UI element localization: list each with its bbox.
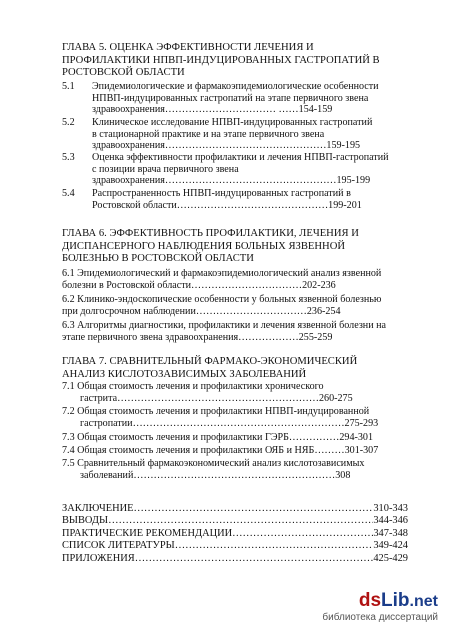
entry-line: здравоохранения…………………………… ……154-159 [92,104,333,116]
toc-entry-7-4 [62,445,408,457]
back-matter-list [62,503,408,565]
entry-line: 7.4 Общая стоимость лечения и профилактики ОЯБ и НЯБ………301-307 [62,445,379,456]
chapter-6-heading [62,228,408,266]
entry-line: Распространенность НПВП-индуцированных гастропатий в [92,188,351,199]
entry-line: гастропатии………………………………………………………275-293 [80,417,379,429]
toc-entry-6-1 [62,268,408,291]
heading-line: ГЛАВА 5. ОЦЕНКА ЭФФЕКТИВНОСТИ ЛЕЧЕНИЯ И [62,42,314,53]
leader-dots [232,528,373,540]
leader-dots [175,540,374,552]
item-pages: 347-348 [373,527,408,539]
leader-dots [133,503,373,515]
back-matter-item [62,528,408,540]
back-matter-item [62,503,408,515]
section-number: 5.2 [62,117,75,128]
section-number: 5.4 [62,188,75,199]
item-label: ЗАКЛЮЧЕНИЕ [62,503,134,514]
toc-entry-7-2 [62,406,408,429]
entry-line: заболеваний……………………………………………………308 [80,469,351,481]
toc-entry-7-5 [62,458,408,481]
leader-dots [108,515,373,527]
entry-line: 6.2 Клинико-эндоскопические особенности у больных язвенной болезнью [62,294,382,305]
item-label: ВЫВОДЫ [62,515,109,527]
entry-line: гастрита……………………………………………………260-275 [80,392,353,404]
toc-entry-7-1 [62,381,408,404]
logo-lib: Lib [381,590,410,611]
toc-entry-6-3 [62,320,408,343]
heading-line: ДИСПАНСЕРНОГО НАБЛЮДЕНИЯ БОЛЬНЫХ ЯЗВЕННОЙ [62,240,345,252]
back-matter-item [62,515,408,527]
entry-line: 7.5 Сравнительный фармакоэкономический анализ кислотозависимых [62,458,365,469]
logo-ds: ds [358,590,382,611]
heading-line: ГЛАВА 7. СРАВНИТЕЛЬНЫЙ ФАРМАКО-ЭКОНОМИЧЕСКИЙ [62,356,358,367]
entry-line: Эпидемиологические и фармакоэпидемиологические особенности [92,81,379,92]
toc-entry-7-3 [62,432,408,444]
toc-entry-6-2 [62,294,408,317]
item-label: ПРАКТИЧЕСКИЕ РЕКОМЕНДАЦИИ [62,527,233,539]
heading-line: ГЛАВА 6. ЭФФЕКТИВНОСТЬ ПРОФИЛАКТИКИ, ЛЕЧЕНИЯ И [62,228,359,239]
item-pages: 310-343 [373,503,408,514]
entry-line: болезни в Ростовской области……………………………202-236 [62,279,336,291]
entry-line: Клиническое исследование НПВП-индуцированных гастропатий [92,117,373,128]
back-matter-item [62,553,408,565]
entry-line: этапе первичного звена здравоохранения………………255-259 [62,331,333,343]
entry-line: 6.1 Эпидемиологический и фармакоэпидемиологический анализ язвенной [62,268,382,279]
heading-line: БОЛЕЗНЬЮ В РОСТОВСКОЙ ОБЛАСТИ [62,253,254,264]
entry-line: Оценка эффективности профилактики и лечения НПВП-гастропатий [92,152,389,163]
section-number: 5.1 [62,81,75,92]
item-pages: 344-346 [373,515,408,527]
leader-dots [135,553,374,565]
entry-line: 6.3 Алгоритмы диагностики, профилактики и лечения язвенной болезни на [62,320,387,331]
chapter-5-heading [62,42,408,80]
back-matter-item [62,540,408,552]
logo-tagline: библиотека диссертаций [322,612,438,623]
heading-line: РОСТОВСКОЙ ОБЛАСТИ [62,67,185,78]
entry-line: 7.1 Общая стоимость лечения и профилактики хронического [62,381,324,392]
item-label: ПРИЛОЖЕНИЯ [62,552,135,564]
item-label: СПИСОК ЛИТЕРАТУРЫ [62,540,175,552]
entry-line: 7.2 Общая стоимость лечения и профилактики НПВП-индуцированной [62,406,370,417]
logo-wordmark [322,591,438,612]
section-number: 5.3 [62,152,75,163]
heading-line: АНАЛИЗ КИСЛОТОЗАВИСИМЫХ ЗАБОЛЕВАНИЙ [62,368,307,380]
dslib-watermark-logo[interactable] [322,591,438,623]
entry-line: при долгосрочном наблюдении……………………………236-254 [62,305,341,317]
logo-net: .net [409,593,438,610]
entry-line: Ростовской области………………………………………199-201 [92,199,362,211]
entry-line: НПВП-индуцированных гастропатий на этапе первичного звена [92,92,369,104]
entry-line: здравоохранения…………………………………………159-195 [92,140,361,152]
item-pages: 349-424 [373,540,408,552]
entry-line: здравоохранения……………………………………………195-199 [92,175,371,187]
entry-line: с позиции врача первичного звена [92,163,239,175]
item-pages: 425-429 [373,552,408,564]
chapter-7-heading [62,356,408,381]
entry-line: в стационарной практике и на этапе первичного звена [92,128,325,140]
entry-line: 7.3 Общая стоимость лечения и профилактики ГЭРБ……………294-301 [62,432,373,443]
heading-line: ПРОФИЛАКТИКИ НПВП-ИНДУЦИРОВАННЫХ ГАСТРОПАТИЙ В [62,54,380,66]
